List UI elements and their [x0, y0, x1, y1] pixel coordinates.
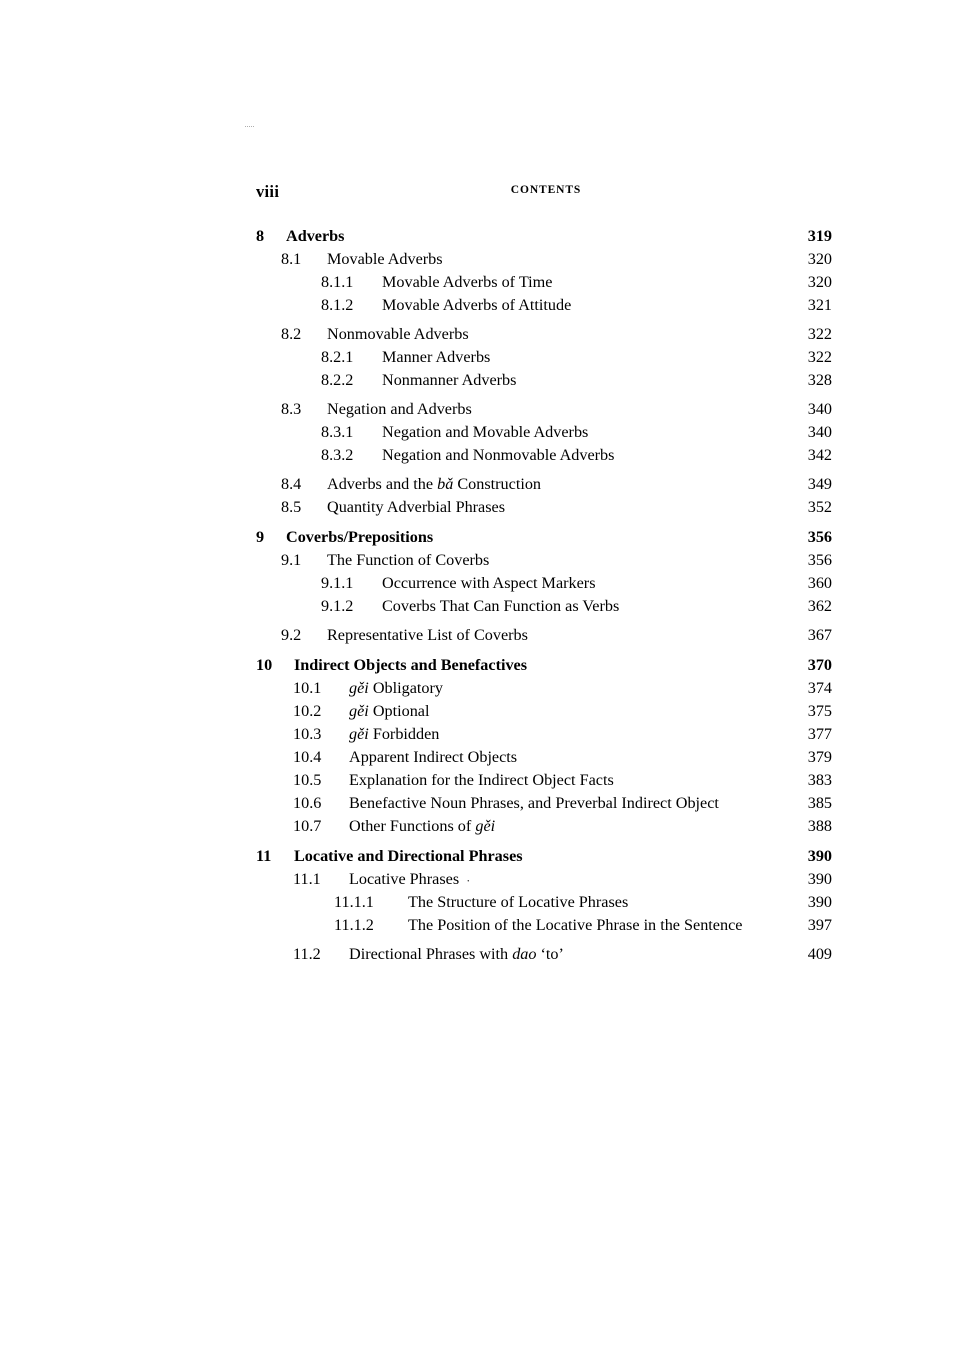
entry-page-number: 328: [807, 371, 832, 389]
entry-page-number: 322: [807, 348, 832, 366]
entry-title: Nonmanner Adverbs: [382, 371, 517, 389]
toc-entry-10-4[interactable]: [256, 746, 836, 769]
toc-entry-8-1-2[interactable]: [256, 294, 836, 317]
section-group: [256, 943, 836, 966]
toc-entry-10-3[interactable]: [256, 723, 836, 746]
toc-entry-8-1-1[interactable]: [256, 271, 836, 294]
chapter-block-10: [256, 653, 836, 838]
entry-page-number: 377: [807, 725, 832, 743]
entry-page-number: 388: [807, 817, 832, 835]
entry-number: 10.7: [293, 817, 322, 835]
toc-entry-9-1-2[interactable]: [256, 595, 836, 618]
entry-title: Other Functions of gěi: [349, 817, 496, 835]
entry-number: 9.2: [281, 626, 302, 644]
entry-title: Coverbs/Prepositions: [286, 528, 434, 546]
toc-entry-9-1[interactable]: [256, 549, 836, 572]
toc-entry-10[interactable]: [256, 653, 836, 677]
entry-number: 11.2: [293, 945, 321, 963]
entry-title: Coverbs That Can Function as Verbs: [382, 597, 620, 615]
romanization-term: gěi: [349, 679, 369, 697]
entry-page-number: 340: [807, 423, 832, 441]
toc-entry-8-3-2[interactable]: [256, 444, 836, 467]
chapter-block-9: [256, 525, 836, 647]
entry-page-number: 340: [807, 400, 832, 418]
entry-page-number: 367: [807, 626, 832, 644]
entry-page-number: 390: [807, 893, 832, 911]
entry-title: The Position of the Locative Phrase in the Sentence: [408, 916, 743, 934]
entry-number: 9.1.2: [321, 597, 354, 615]
entry-number: 8.3.2: [321, 446, 354, 464]
entry-page-number: 390: [807, 847, 832, 865]
entry-page-number: 319: [807, 227, 832, 245]
entry-title: Negation and Adverbs: [327, 400, 472, 418]
toc-entry-8-3-1[interactable]: [256, 421, 836, 444]
running-head: [256, 182, 836, 200]
toc-entry-11-2[interactable]: [256, 943, 836, 966]
toc-entry-11-1[interactable]: [256, 868, 836, 891]
entry-number: 11: [256, 847, 272, 865]
entry-number: 10.1: [293, 679, 322, 697]
section-group: [256, 323, 836, 392]
entry-page-number: 370: [807, 656, 832, 674]
chapter-block-8: [256, 224, 836, 519]
entry-title: Representative List of Coverbs: [327, 626, 528, 644]
entry-page-number: 379: [807, 748, 832, 766]
entry-number: 9: [256, 528, 265, 546]
chapter-block-11: [256, 844, 836, 966]
scan-artifact-speck: [245, 126, 254, 130]
stray-mark: ·: [466, 872, 471, 888]
entry-number: 9.1.1: [321, 574, 354, 592]
toc-entry-8-1[interactable]: [256, 248, 836, 271]
entry-number: 9.1: [281, 551, 302, 569]
toc-entry-10-2[interactable]: [256, 700, 836, 723]
entry-title: Benefactive Noun Phrases, and Preverbal Indirect Object: [349, 794, 719, 812]
entry-page-number: 321: [807, 296, 832, 314]
entry-title: gěi Optional: [349, 702, 430, 720]
entry-number: 10.5: [293, 771, 322, 789]
section-group: [256, 398, 836, 467]
page-folio: viii: [256, 182, 280, 201]
entry-number: 8.1: [281, 250, 302, 268]
entry-title: Occurrence with Aspect Markers: [382, 574, 596, 592]
entry-page-number: 320: [807, 250, 832, 268]
toc-entry-8-3[interactable]: [256, 398, 836, 421]
toc-entry-10-7[interactable]: [256, 815, 836, 838]
romanization-term: bǎ: [437, 475, 454, 493]
entry-number: 8.1.1: [321, 273, 354, 291]
toc-entry-8[interactable]: [256, 224, 836, 248]
toc-entry-10-6[interactable]: [256, 792, 836, 815]
toc-entry-8-2-1[interactable]: [256, 346, 836, 369]
entry-number: 8.3: [281, 400, 302, 418]
entry-number: 10.3: [293, 725, 322, 743]
entry-title: Directional Phrases with dao ‘to’: [349, 945, 564, 963]
toc-entry-9-1-1[interactable]: [256, 572, 836, 595]
entry-page-number: 320: [807, 273, 832, 291]
entry-title: Nonmovable Adverbs: [327, 325, 469, 343]
entry-number: 10.6: [293, 794, 322, 812]
romanization-term: gěi: [475, 817, 496, 835]
entry-page-number: 356: [807, 551, 832, 569]
entry-title: Apparent Indirect Objects: [349, 748, 518, 766]
entry-number: 11.1.1: [334, 893, 374, 911]
entry-title: Movable Adverbs of Attitude: [382, 296, 572, 314]
entry-title: gěi Obligatory: [349, 679, 443, 697]
romanization-term: dao: [512, 945, 537, 963]
toc-entry-11[interactable]: [256, 844, 836, 868]
toc-entry-11-1-1[interactable]: [256, 891, 836, 914]
romanization-term: gěi: [349, 725, 369, 743]
entry-title: Manner Adverbs: [382, 348, 491, 366]
entry-title: Negation and Movable Adverbs: [382, 423, 589, 441]
entry-page-number: 397: [807, 916, 832, 934]
section-group: [256, 248, 836, 317]
entry-page-number: 383: [807, 771, 832, 789]
section-group: [256, 624, 836, 647]
entry-title: The Function of Coverbs: [327, 551, 490, 569]
entry-title: Indirect Objects and Benefactives: [294, 656, 528, 674]
entry-number: 11.1.2: [334, 916, 374, 934]
entry-number: 8.5: [281, 498, 302, 516]
entry-title: Movable Adverbs of Time: [382, 273, 553, 291]
running-head-title: CONTENTS: [510, 184, 582, 196]
entry-page-number: 360: [807, 574, 832, 592]
entry-title: Locative Phrases ·: [349, 868, 470, 892]
entry-page-number: 374: [807, 679, 832, 697]
entry-title: Adverbs and the bǎ Construction: [327, 475, 542, 493]
toc-entry-8-5[interactable]: [256, 496, 836, 519]
entry-page-number: 342: [807, 446, 832, 464]
section-group: [256, 473, 836, 519]
entry-number: 10.2: [293, 702, 322, 720]
entry-page-number: 356: [807, 528, 832, 546]
entry-title: Movable Adverbs: [327, 250, 443, 268]
entry-page-number: 362: [807, 597, 832, 615]
entry-page-number: 349: [807, 475, 832, 493]
entry-number: 8.3.1: [321, 423, 354, 441]
entry-number: 10: [256, 656, 273, 674]
entry-title: Adverbs: [286, 227, 345, 245]
entry-page-number: 385: [807, 794, 832, 812]
entry-number: 8.1.2: [321, 296, 354, 314]
entry-number: 11.1: [293, 870, 321, 888]
entry-page-number: 352: [807, 498, 832, 516]
entry-title: Negation and Nonmovable Adverbs: [382, 446, 615, 464]
entry-page-number: 409: [807, 945, 832, 963]
entry-title: The Structure of Locative Phrases: [408, 893, 629, 911]
toc-entry-10-5[interactable]: [256, 769, 836, 792]
romanization-term: gěi: [349, 702, 369, 720]
entry-title: gěi Forbidden: [349, 725, 440, 743]
section-group: [256, 677, 836, 838]
entry-title: Quantity Adverbial Phrases: [327, 498, 506, 516]
entry-title: Explanation for the Indirect Object Facts: [349, 771, 614, 789]
entry-number: 8.2: [281, 325, 302, 343]
section-group: [256, 549, 836, 618]
entry-page-number: 375: [807, 702, 832, 720]
entry-page-number: 390: [807, 870, 832, 888]
entry-number: 8.4: [281, 475, 302, 493]
toc-entry-10-1[interactable]: [256, 677, 836, 700]
entry-number: 8: [256, 227, 265, 245]
toc-entry-11-1-2[interactable]: [256, 914, 836, 937]
entry-number: 8.2.1: [321, 348, 354, 366]
entry-number: 8.2.2: [321, 371, 354, 389]
toc-entry-8-2[interactable]: [256, 323, 836, 346]
toc-entry-8-4[interactable]: [256, 473, 836, 496]
toc-entry-9-2[interactable]: [256, 624, 836, 647]
table-of-contents: [256, 224, 836, 972]
toc-entry-8-2-2[interactable]: [256, 369, 836, 392]
entry-page-number: 322: [807, 325, 832, 343]
section-group: [256, 868, 836, 937]
toc-entry-9[interactable]: [256, 525, 836, 549]
entry-number: 10.4: [293, 748, 322, 766]
entry-title: Locative and Directional Phrases: [294, 847, 523, 865]
